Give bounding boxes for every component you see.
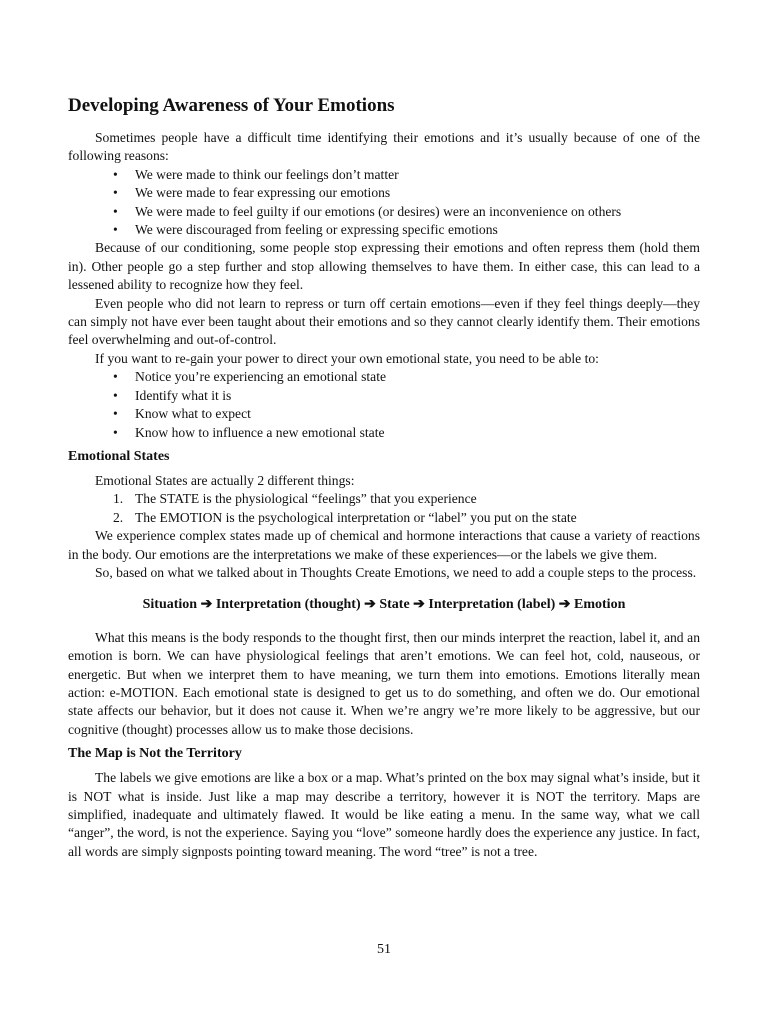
bullet-icon: • [113, 387, 118, 403]
conditioning-paragraph: Because of our conditioning, some people stop expressing their emotions and often repress them (hold them in). Other people go a step further and stop allowing themselves to have them. In either case, this can lead to a lessened ability to recognize how they feel. [68, 240, 700, 293]
list-item: 2. The EMOTION is the psychological interpretation or “label” you put on the state [113, 509, 577, 525]
regain-paragraph: If you want to re-gain your power to direct your own emotional state, you need to be able to: [95, 350, 599, 366]
bullet-icon: • [113, 203, 118, 219]
list-item: • Notice you’re experiencing an emotional state [68, 368, 700, 386]
reasons-list [68, 166, 700, 240]
document-page [68, 94, 700, 861]
complex-states-paragraph: We experience complex states made up of chemical and hormone interactions that cause a variety of reactions in the body. Our emotions are the interpretations we make of these experiences—or the labels we give them. [68, 528, 700, 562]
bullet-icon: • [113, 222, 118, 238]
list-item: • Know how to influence a new emotional state [68, 424, 700, 442]
bullet-icon: • [113, 424, 118, 440]
list-item: • We were made to fear expressing our emotions [68, 184, 700, 202]
page-number: 51 [377, 942, 391, 957]
map-territory-heading: The Map is Not the Territory [68, 746, 242, 762]
page-title: Developing Awareness of Your Emotions [68, 95, 395, 116]
even-people-paragraph: Even people who did not learn to repress or turn off certain emotions—even if they feel things deeply—they can simply not have ever been taught about their emotions and so they cannot clearly identify them. Their emotions feel overwhelming and out-of-control. [68, 295, 700, 348]
process-paragraph: So, based on what we talked about in Thoughts Create Emotions, we need to add a couple steps to the process. [95, 564, 697, 580]
map-territory-paragraph: The labels we give emotions are like a box or a map. What’s printed on the box may signal what’s inside, but it is NOT what is inside. Just like a map may describe a territory, however it is NOT the territory. Maps are simplified, inadequate and ultimately flawed. It would be like eating a menu. In the same way, what we call “anger”, the word, is not the experience. Saying you “love” someone hardly does the experience any justice. In fact, all words are simply signposts pointing toward meaning. The word “tree” is not a tree. [68, 770, 700, 859]
states-numbered-list [68, 490, 700, 527]
bullet-icon: • [113, 185, 118, 201]
bullet-icon: • [113, 166, 118, 182]
emotional-states-heading: Emotional States [68, 448, 170, 464]
states-intro-paragraph: Emotional States are actually 2 different things: [95, 472, 355, 488]
list-item: • Know what to expect [68, 405, 700, 423]
list-item: • We were discouraged from feeling or expressing specific emotions [68, 221, 700, 239]
bullet-icon: • [113, 406, 118, 422]
meaning-paragraph: What this means is the body responds to the thought first, then our minds interpret the reaction, label it, and an emotion is born. We can have physiological feelings that aren’t emotions. We can feel hot, cold, nauseous, or energetic. But when we interpret them to have meaning, we turn them into emotions. Emotions literally mean action: e-MOTION. Each emotional state is designed to get us to do something, and often we do. Our emotional state affects our behavior, but it does not cause it. When we’re angry we’re more likely to be aggressive, but our cognitive (thought) processes allow us to make those decisions. [68, 629, 700, 737]
list-item: • Identify what it is [68, 387, 700, 405]
abilities-list [68, 368, 700, 442]
bullet-icon: • [113, 369, 118, 385]
list-item: 1. The STATE is the physiological “feelings” that you experience [113, 491, 477, 507]
list-item: • We were made to feel guilty if our emotions (or desires) were an inconvenience on others [68, 203, 700, 221]
list-item: • We were made to think our feelings don’t matter [68, 166, 700, 184]
intro-paragraph: Sometimes people have a difficult time identifying their emotions and it’s usually because of one of the following reasons: [68, 130, 700, 164]
process-formula: Situation ➔ Interpretation (thought) ➔ State ➔ Interpretation (label) ➔ Emotion [142, 597, 626, 613]
